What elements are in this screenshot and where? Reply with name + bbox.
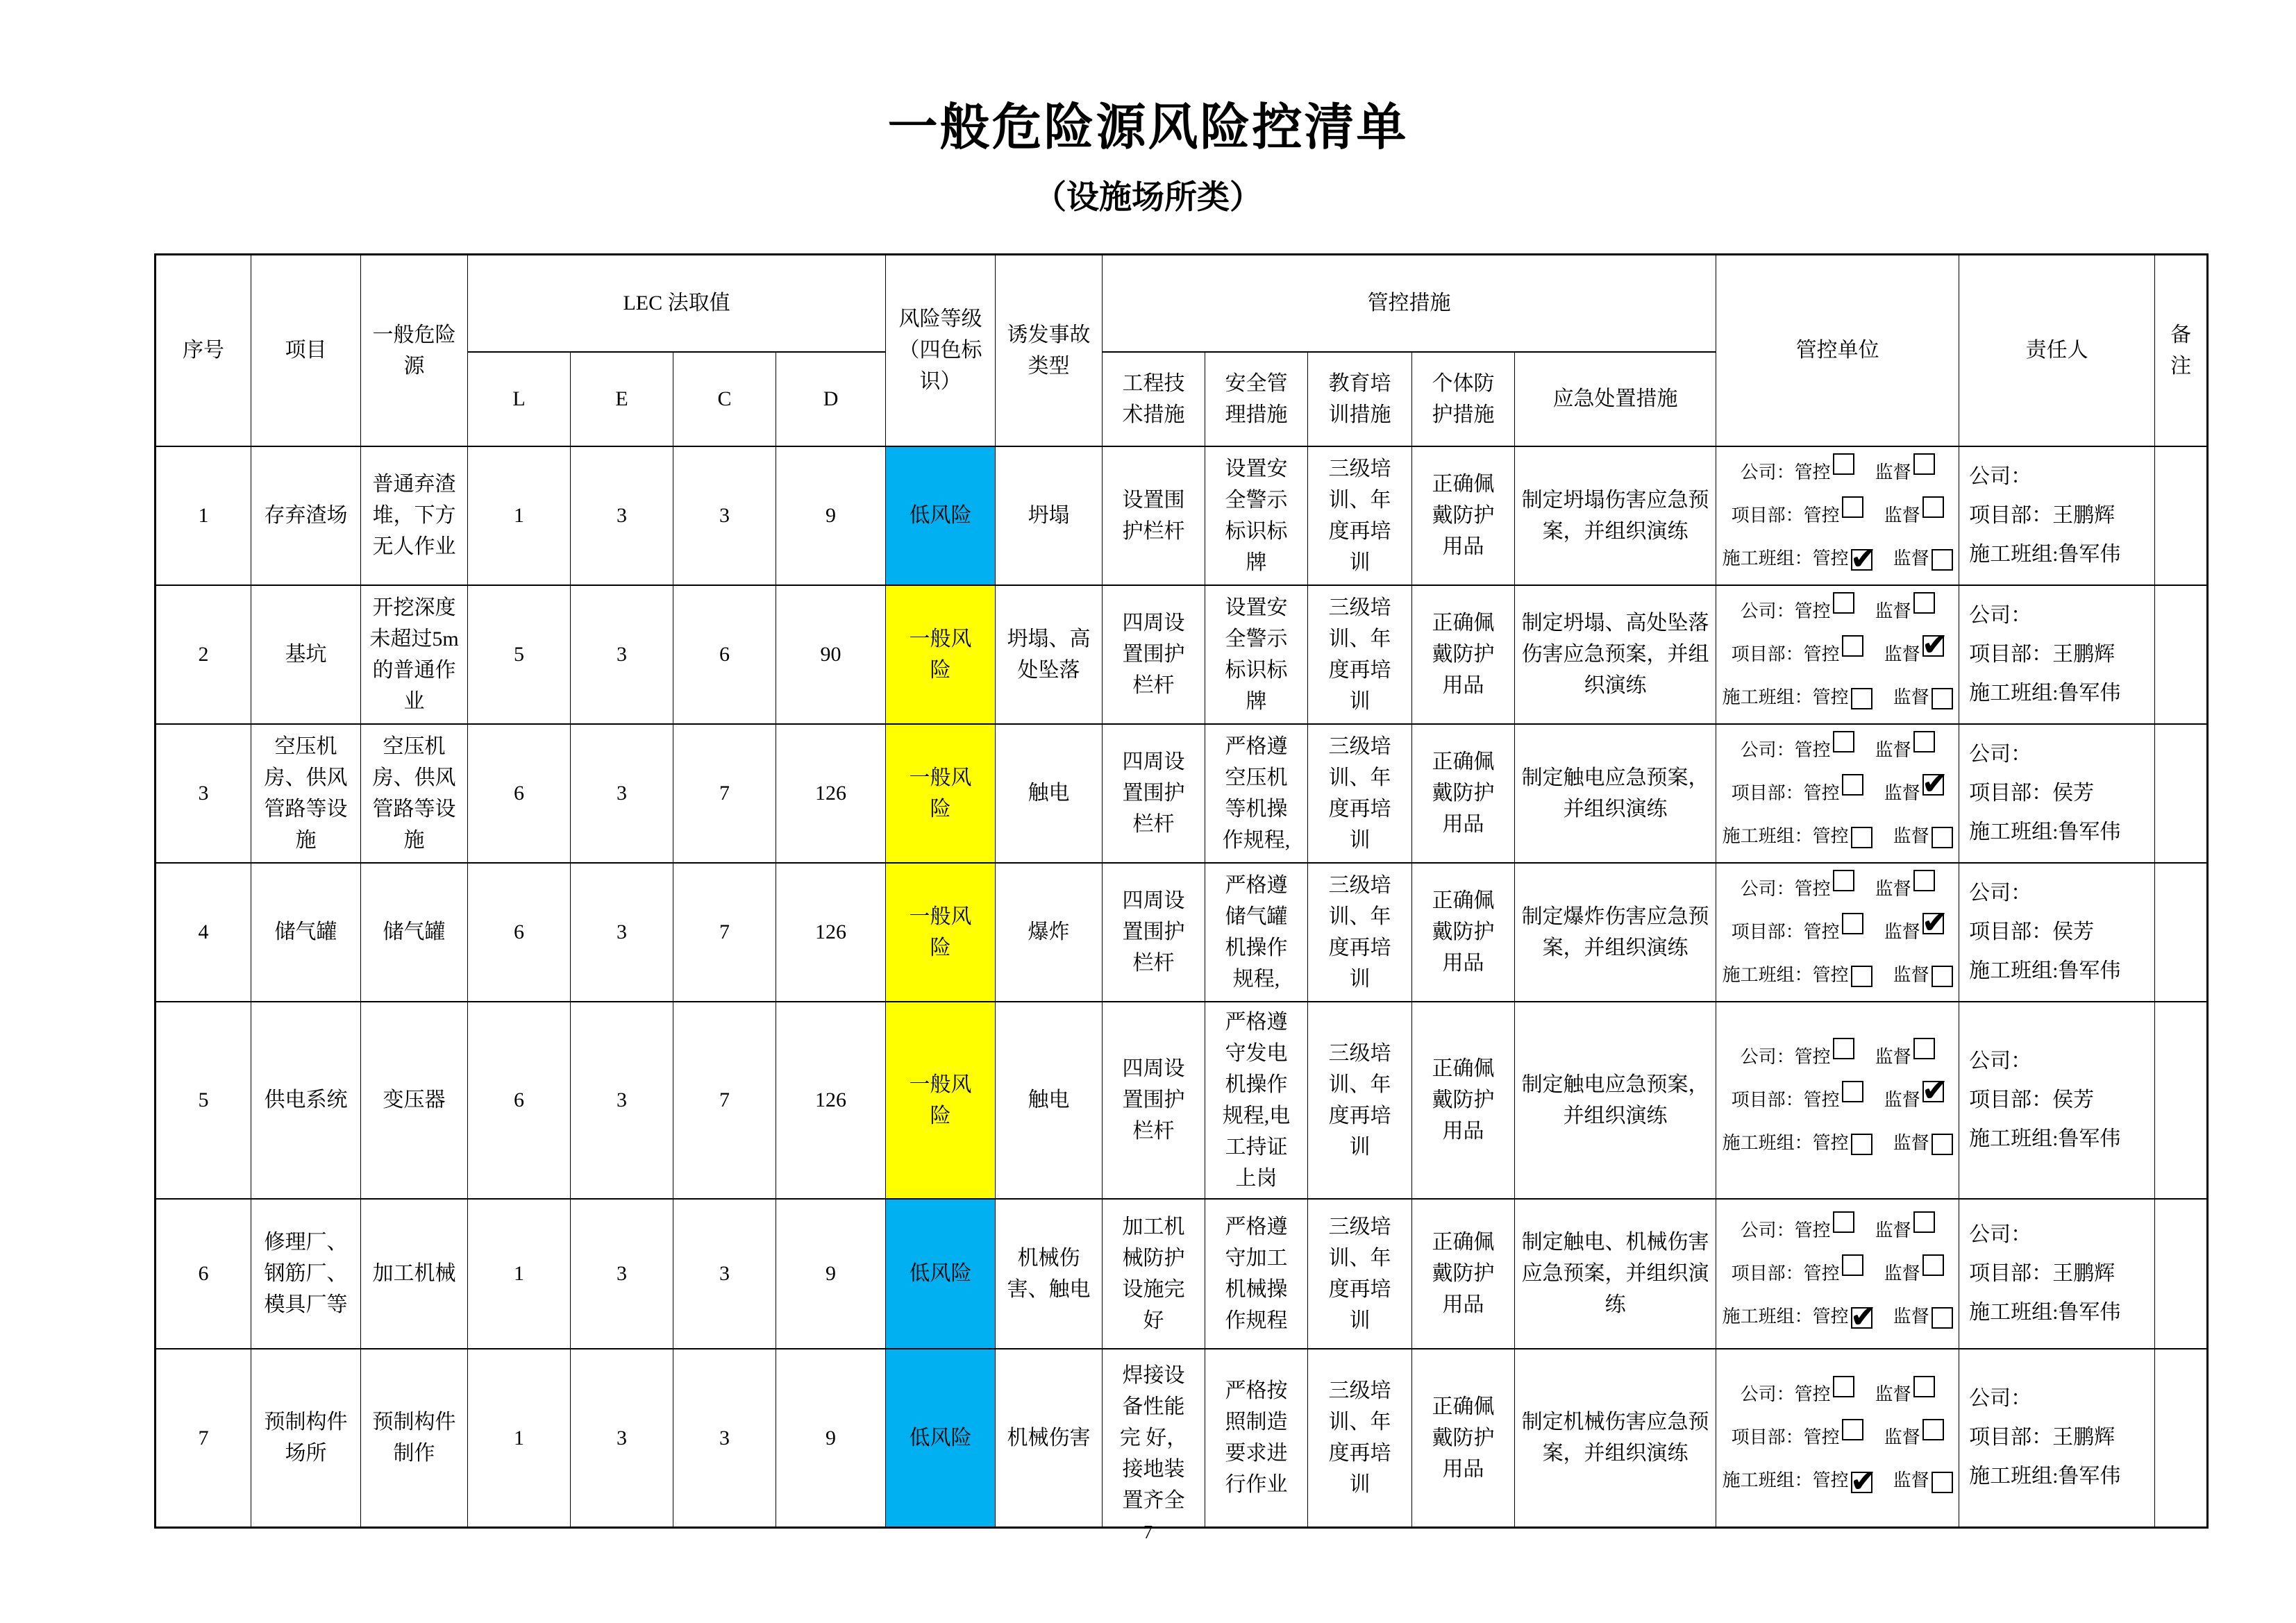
responsible-company: 公司： — [1969, 881, 2032, 905]
col-header-E: E — [571, 352, 673, 446]
cell-hazard: 普通弃渣堆，下方无人作业 — [361, 446, 468, 585]
cell-lec-e: 3 — [571, 863, 673, 1002]
responsible-project: 项目部：王鹏辉 — [1969, 1426, 2115, 1449]
checkbox-company-supervise[interactable] — [1913, 1211, 1935, 1233]
company-control-label: 公司：管控 — [1740, 1220, 1831, 1241]
cell-training-measure: 三级培训、年度再培训 — [1308, 1002, 1412, 1199]
crew-control-label: 施工班组：管控 — [1722, 1132, 1849, 1153]
cell-hazard: 预制构件制作 — [361, 1349, 468, 1528]
cell-project: 空压机房、供风管路等设施 — [251, 724, 361, 863]
company-supervise-label: 监督 — [1875, 1384, 1911, 1405]
responsible-crew: 施工班组:鲁军伟 — [1969, 681, 2121, 705]
cell-accident-type: 机械伤害、触电 — [996, 1199, 1103, 1349]
checkbox-company-supervise[interactable] — [1913, 1376, 1935, 1397]
cell-hazard: 空压机房、供风管路等设施 — [361, 724, 468, 863]
cell-lec-e: 3 — [571, 1002, 673, 1199]
cell-lec-c: 6 — [673, 585, 776, 724]
cell-responsible — [1959, 1199, 2155, 1349]
cell-responsible — [1959, 1349, 2155, 1528]
cell-engineering-measure: 加工机械防护设施完好 — [1103, 1199, 1205, 1349]
checkbox-crew-control[interactable] — [1851, 966, 1872, 987]
project-control-label: 项目部：管控 — [1731, 782, 1840, 803]
cell-lec-l: 6 — [468, 724, 571, 863]
cell-engineering-measure: 四周设置围护栏杆 — [1103, 585, 1205, 724]
cell-lec-e: 3 — [571, 585, 673, 724]
cell-training-measure: 三级培训、年度再培训 — [1308, 724, 1412, 863]
checkbox-company-supervise[interactable] — [1913, 1038, 1935, 1059]
responsible-company: 公司： — [1969, 742, 2032, 766]
col-header-remark: 备注 — [2155, 255, 2208, 446]
cell-protection-measure: 正确佩戴防护用品 — [1412, 1199, 1515, 1349]
project-supervise-label: 监督 — [1884, 1089, 1920, 1110]
checkbox-crew-control[interactable] — [1851, 1307, 1872, 1329]
checkbox-project-supervise[interactable] — [1922, 1254, 1944, 1276]
cell-management-measure: 设置安全警示标识标牌 — [1205, 585, 1308, 724]
table-row — [156, 585, 2208, 724]
col-header-lec: LEC 法取值 — [468, 255, 886, 352]
unit-line-project — [1719, 494, 1956, 537]
checkbox-crew-supervise[interactable] — [1932, 1307, 1953, 1329]
table-row — [156, 863, 2208, 1002]
crew-supervise-label: 监督 — [1893, 1470, 1929, 1491]
checkbox-crew-supervise[interactable] — [1932, 549, 1953, 571]
unit-line-project — [1719, 1416, 1956, 1459]
cell-emergency-measure: 制定爆炸伤害应急预案，并组织演练 — [1515, 863, 1716, 1002]
cell-emergency-measure: 制定触电应急预案，并组织演练 — [1515, 1002, 1716, 1199]
responsible-project: 项目部：王鹏辉 — [1969, 1261, 2115, 1285]
company-supervise-label: 监督 — [1875, 462, 1911, 482]
cell-serial: 6 — [156, 1199, 251, 1349]
cell-lec-l: 1 — [468, 1199, 571, 1349]
cell-protection-measure: 正确佩戴防护用品 — [1412, 1349, 1515, 1528]
unit-line-project — [1719, 772, 1956, 815]
checkbox-crew-control[interactable] — [1851, 549, 1872, 571]
unit-line-project — [1719, 633, 1956, 676]
checkbox-company-supervise[interactable] — [1913, 731, 1935, 752]
cell-lec-c: 3 — [673, 1199, 776, 1349]
responsible-crew: 施工班组:鲁军伟 — [1969, 1300, 2121, 1324]
company-supervise-label: 监督 — [1875, 878, 1911, 899]
crew-supervise-label: 监督 — [1893, 825, 1929, 846]
cell-emergency-measure: 制定机械伤害应急预案，并组织演练 — [1515, 1349, 1716, 1528]
cell-training-measure: 三级培训、年度再培训 — [1308, 446, 1412, 585]
checkbox-company-control[interactable] — [1833, 453, 1854, 475]
cell-remark — [2155, 724, 2208, 863]
col-header-protection: 个体防护措施 — [1412, 352, 1515, 446]
company-control-label: 公司：管控 — [1740, 1384, 1831, 1405]
project-control-label: 项目部：管控 — [1731, 1089, 1840, 1110]
col-header-L: L — [468, 352, 571, 446]
checkbox-project-supervise[interactable] — [1922, 496, 1944, 518]
project-supervise-label: 监督 — [1884, 782, 1920, 803]
cell-engineering-measure: 四周设置围护栏杆 — [1103, 1002, 1205, 1199]
page-title: 一般危险源风险控清单 — [887, 100, 1409, 155]
cell-serial: 7 — [156, 1349, 251, 1528]
cell-lec-c: 7 — [673, 724, 776, 863]
cell-control-unit — [1716, 1199, 1959, 1349]
checkbox-project-control[interactable] — [1842, 774, 1863, 796]
cell-lec-c: 3 — [673, 1349, 776, 1528]
responsible-company: 公司： — [1969, 464, 2032, 488]
page-number: 7 — [1143, 1522, 1153, 1542]
cell-lec-d: 9 — [776, 1349, 886, 1528]
crew-supervise-label: 监督 — [1893, 1132, 1929, 1153]
cell-management-measure: 严格遵储气罐机操作规程, — [1205, 863, 1308, 1002]
unit-line-company — [1719, 451, 1956, 494]
cell-remark — [2155, 446, 2208, 585]
responsible-company: 公司： — [1969, 603, 2032, 627]
cell-management-measure: 严格按照制造要求进行作业 — [1205, 1349, 1308, 1528]
cell-training-measure: 三级培训、年度再培训 — [1308, 1349, 1412, 1528]
checkbox-company-control[interactable] — [1833, 870, 1854, 891]
cell-lec-l: 6 — [468, 1002, 571, 1199]
cell-lec-c: 7 — [673, 863, 776, 1002]
cell-training-measure: 三级培训、年度再培训 — [1308, 1199, 1412, 1349]
cell-remark — [2155, 585, 2208, 724]
unit-line-crew — [1719, 815, 1956, 858]
responsible-project: 项目部：侯芳 — [1969, 781, 2095, 805]
cell-hazard: 开挖深度未超过5m的普通作业 — [361, 585, 468, 724]
checkbox-crew-control[interactable] — [1851, 1134, 1872, 1155]
unit-line-company — [1719, 1036, 1956, 1079]
cell-emergency-measure: 制定触电、机械伤害应急预案，并组织演练 — [1515, 1199, 1716, 1349]
cell-control-unit — [1716, 446, 1959, 585]
company-supervise-label: 监督 — [1875, 1220, 1911, 1241]
responsible-company: 公司： — [1969, 1222, 2032, 1246]
cell-risk-level: 低风险 — [886, 1199, 996, 1349]
crew-supervise-label: 监督 — [1893, 964, 1929, 985]
cell-protection-measure: 正确佩戴防护用品 — [1412, 724, 1515, 863]
col-header-responsible: 责任人 — [1959, 255, 2155, 446]
company-supervise-label: 监督 — [1875, 1046, 1911, 1067]
cell-hazard: 变压器 — [361, 1002, 468, 1199]
cell-management-measure: 严格遵空压机等机操作规程, — [1205, 724, 1308, 863]
responsible-crew: 施工班组:鲁军伟 — [1969, 1465, 2121, 1488]
col-header-accident-type: 诱发事故类型 — [996, 255, 1103, 446]
cell-remark — [2155, 1199, 2208, 1349]
cell-lec-e: 3 — [571, 724, 673, 863]
cell-project: 存弃渣场 — [251, 446, 361, 585]
col-header-emergency: 应急处置措施 — [1515, 352, 1716, 446]
company-control-label: 公司：管控 — [1740, 739, 1831, 760]
crew-supervise-label: 监督 — [1893, 548, 1929, 569]
table-row — [156, 1002, 2208, 1199]
company-control-label: 公司：管控 — [1740, 1046, 1831, 1067]
crew-supervise-label: 监督 — [1893, 1306, 1929, 1327]
cell-serial: 4 — [156, 863, 251, 1002]
cell-project: 储气罐 — [251, 863, 361, 1002]
crew-control-label: 施工班组：管控 — [1722, 1470, 1849, 1491]
checkbox-crew-supervise[interactable] — [1932, 966, 1953, 987]
checkbox-crew-control[interactable] — [1851, 827, 1872, 848]
cell-training-measure: 三级培训、年度再培训 — [1308, 863, 1412, 1002]
col-header-risk-level: 风险等级（四色标识） — [886, 255, 996, 446]
checkbox-project-supervise[interactable] — [1922, 1419, 1944, 1440]
cell-serial: 3 — [156, 724, 251, 863]
unit-line-company — [1719, 868, 1956, 911]
responsible-crew: 施工班组:鲁军伟 — [1969, 820, 2121, 843]
unit-line-crew — [1719, 676, 1956, 719]
risk-table-container — [154, 253, 2206, 1529]
checkbox-project-supervise[interactable] — [1922, 635, 1944, 657]
project-supervise-label: 监督 — [1884, 1427, 1920, 1448]
company-control-label: 公司：管控 — [1740, 462, 1831, 482]
table-row — [156, 1349, 2208, 1528]
cell-protection-measure: 正确佩戴防护用品 — [1412, 446, 1515, 585]
cell-responsible — [1959, 724, 2155, 863]
unit-line-project — [1719, 1252, 1956, 1295]
project-control-label: 项目部：管控 — [1731, 505, 1840, 525]
unit-line-company — [1719, 729, 1956, 772]
responsible-project: 项目部：王鹏辉 — [1969, 642, 2115, 666]
cell-risk-level: 一般风险 — [886, 1002, 996, 1199]
cell-remark — [2155, 1349, 2208, 1528]
cell-management-measure: 严格遵守发电机操作规程,电工持证上岗 — [1205, 1002, 1308, 1199]
cell-risk-level: 一般风险 — [886, 863, 996, 1002]
unit-line-crew — [1719, 1122, 1956, 1165]
cell-emergency-measure: 制定坍塌伤害应急预案，并组织演练 — [1515, 446, 1716, 585]
company-control-label: 公司：管控 — [1740, 878, 1831, 899]
checkbox-project-supervise[interactable] — [1922, 913, 1944, 934]
cell-responsible — [1959, 863, 2155, 1002]
cell-lec-d: 9 — [776, 446, 886, 585]
cell-engineering-measure: 焊接设备性能完 好，接地装置齐全 — [1103, 1349, 1205, 1528]
col-header-control-unit: 管控单位 — [1716, 255, 1959, 446]
cell-lec-d: 126 — [776, 724, 886, 863]
col-header-serial: 序号 — [156, 255, 251, 446]
crew-control-label: 施工班组：管控 — [1722, 1306, 1849, 1327]
checkbox-crew-control[interactable] — [1851, 1472, 1872, 1493]
unit-line-project — [1719, 911, 1956, 954]
cell-lec-c: 7 — [673, 1002, 776, 1199]
cell-lec-l: 1 — [468, 446, 571, 585]
unit-line-project — [1719, 1079, 1956, 1122]
col-header-D: D — [776, 352, 886, 446]
cell-accident-type: 爆炸 — [996, 863, 1103, 1002]
cell-risk-level: 一般风险 — [886, 724, 996, 863]
unit-line-company — [1719, 1209, 1956, 1252]
unit-line-crew — [1719, 537, 1956, 580]
checkbox-company-supervise[interactable] — [1913, 453, 1935, 475]
project-supervise-label: 监督 — [1884, 921, 1920, 942]
checkbox-crew-supervise[interactable] — [1932, 688, 1953, 709]
cell-lec-d: 126 — [776, 1002, 886, 1199]
col-header-control-measures: 管控措施 — [1103, 255, 1716, 352]
cell-training-measure: 三级培训、年度再培训 — [1308, 585, 1412, 724]
col-header-C: C — [673, 352, 776, 446]
checkbox-company-control[interactable] — [1833, 1038, 1854, 1059]
project-supervise-label: 监督 — [1884, 1263, 1920, 1284]
checkbox-crew-supervise[interactable] — [1932, 1472, 1953, 1493]
cell-emergency-measure: 制定坍塌、高处坠落伤害应急预案，并组织演练 — [1515, 585, 1716, 724]
cell-lec-d: 90 — [776, 585, 886, 724]
responsible-company: 公司： — [1969, 1387, 2032, 1411]
checkbox-crew-supervise[interactable] — [1932, 827, 1953, 848]
cell-lec-c: 3 — [673, 446, 776, 585]
cell-project: 基坑 — [251, 585, 361, 724]
cell-control-unit — [1716, 585, 1959, 724]
col-header-training: 教育培训措施 — [1308, 352, 1412, 446]
cell-lec-l: 1 — [468, 1349, 571, 1528]
crew-control-label: 施工班组：管控 — [1722, 964, 1849, 985]
cell-protection-measure: 正确佩戴防护用品 — [1412, 863, 1515, 1002]
responsible-company: 公司： — [1969, 1049, 2032, 1073]
responsible-crew: 施工班组:鲁军伟 — [1969, 542, 2121, 566]
checkbox-company-supervise[interactable] — [1913, 592, 1935, 614]
cell-hazard: 加工机械 — [361, 1199, 468, 1349]
project-control-label: 项目部：管控 — [1731, 1427, 1840, 1448]
cell-management-measure: 设置安全警示标识标牌 — [1205, 446, 1308, 585]
cell-engineering-measure: 四周设置围护栏杆 — [1103, 863, 1205, 1002]
cell-accident-type: 机械伤害 — [996, 1349, 1103, 1528]
crew-control-label: 施工班组：管控 — [1722, 825, 1849, 846]
cell-risk-level: 低风险 — [886, 446, 996, 585]
project-control-label: 项目部：管控 — [1731, 921, 1840, 942]
cell-responsible — [1959, 1002, 2155, 1199]
checkbox-company-control[interactable] — [1833, 1211, 1854, 1233]
checkbox-company-control[interactable] — [1833, 592, 1854, 614]
cell-protection-measure: 正确佩戴防护用品 — [1412, 1002, 1515, 1199]
cell-lec-e: 3 — [571, 1199, 673, 1349]
checkbox-project-supervise[interactable] — [1922, 774, 1944, 796]
cell-lec-e: 3 — [571, 446, 673, 585]
cell-project: 修理厂、钢筋厂、模具厂等 — [251, 1199, 361, 1349]
checkbox-project-supervise[interactable] — [1922, 1081, 1944, 1102]
unit-line-crew — [1719, 954, 1956, 997]
cell-risk-level: 低风险 — [886, 1349, 996, 1528]
checkbox-company-control[interactable] — [1833, 1376, 1854, 1397]
project-supervise-label: 监督 — [1884, 505, 1920, 525]
responsible-project: 项目部：王鹏辉 — [1969, 503, 2115, 527]
crew-control-label: 施工班组：管控 — [1722, 548, 1849, 569]
cell-remark — [2155, 863, 2208, 1002]
table-row — [156, 724, 2208, 863]
cell-accident-type: 坍塌 — [996, 446, 1103, 585]
project-control-label: 项目部：管控 — [1731, 1263, 1840, 1284]
cell-lec-l: 5 — [468, 585, 571, 724]
project-control-label: 项目部：管控 — [1731, 644, 1840, 664]
cell-risk-level: 一般风险 — [886, 585, 996, 724]
checkbox-company-control[interactable] — [1833, 731, 1854, 752]
unit-line-company — [1719, 1373, 1956, 1416]
checkbox-crew-supervise[interactable] — [1932, 1134, 1953, 1155]
crew-supervise-label: 监督 — [1893, 687, 1929, 707]
unit-line-crew — [1719, 1459, 1956, 1502]
cell-protection-measure: 正确佩戴防护用品 — [1412, 585, 1515, 724]
checkbox-project-control[interactable] — [1842, 913, 1863, 934]
cell-accident-type: 触电 — [996, 1002, 1103, 1199]
responsible-project: 项目部：侯芳 — [1969, 920, 2095, 943]
checkbox-project-control[interactable] — [1842, 635, 1863, 657]
cell-hazard: 储气罐 — [361, 863, 468, 1002]
cell-control-unit — [1716, 1349, 1959, 1528]
checkbox-project-control[interactable] — [1842, 1419, 1863, 1440]
table-row — [156, 446, 2208, 585]
unit-line-company — [1719, 590, 1956, 633]
cell-lec-e: 3 — [571, 1349, 673, 1528]
cell-lec-l: 6 — [468, 863, 571, 1002]
cell-lec-d: 126 — [776, 863, 886, 1002]
unit-line-crew — [1719, 1295, 1956, 1338]
company-supervise-label: 监督 — [1875, 600, 1911, 621]
cell-responsible — [1959, 446, 2155, 585]
cell-serial: 5 — [156, 1002, 251, 1199]
responsible-project: 项目部：侯芳 — [1969, 1088, 2095, 1111]
checkbox-company-supervise[interactable] — [1913, 870, 1935, 891]
col-header-management: 安全管理措施 — [1205, 352, 1308, 446]
cell-accident-type: 触电 — [996, 724, 1103, 863]
cell-serial: 1 — [156, 446, 251, 585]
checkbox-project-control[interactable] — [1842, 496, 1863, 518]
responsible-crew: 施工班组:鲁军伟 — [1969, 959, 2121, 982]
crew-control-label: 施工班组：管控 — [1722, 687, 1849, 707]
responsible-crew: 施工班组:鲁军伟 — [1969, 1127, 2121, 1150]
table-row — [156, 1199, 2208, 1349]
col-header-engineering: 工程技术措施 — [1103, 352, 1205, 446]
checkbox-project-control[interactable] — [1842, 1081, 1863, 1102]
project-supervise-label: 监督 — [1884, 644, 1920, 664]
col-header-hazard: 一般危险源 — [361, 255, 468, 446]
cell-serial: 2 — [156, 585, 251, 724]
cell-accident-type: 坍塌、高处坠落 — [996, 585, 1103, 724]
cell-control-unit — [1716, 724, 1959, 863]
cell-lec-d: 9 — [776, 1199, 886, 1349]
col-header-project: 项目 — [251, 255, 361, 446]
cell-project: 预制构件场所 — [251, 1349, 361, 1528]
risk-control-table — [154, 253, 2209, 1529]
cell-engineering-measure: 设置围护栏杆 — [1103, 446, 1205, 585]
cell-remark — [2155, 1002, 2208, 1199]
cell-project: 供电系统 — [251, 1002, 361, 1199]
company-supervise-label: 监督 — [1875, 739, 1911, 760]
cell-emergency-measure: 制定触电应急预案，并组织演练 — [1515, 724, 1716, 863]
page-subtitle: （设施场所类） — [1034, 180, 1262, 216]
cell-control-unit — [1716, 1002, 1959, 1199]
cell-responsible — [1959, 585, 2155, 724]
cell-control-unit — [1716, 863, 1959, 1002]
cell-engineering-measure: 四周设置围护栏杆 — [1103, 724, 1205, 863]
checkbox-project-control[interactable] — [1842, 1254, 1863, 1276]
checkbox-crew-control[interactable] — [1851, 688, 1872, 709]
cell-management-measure: 严格遵守加工机械操作规程 — [1205, 1199, 1308, 1349]
company-control-label: 公司：管控 — [1740, 600, 1831, 621]
